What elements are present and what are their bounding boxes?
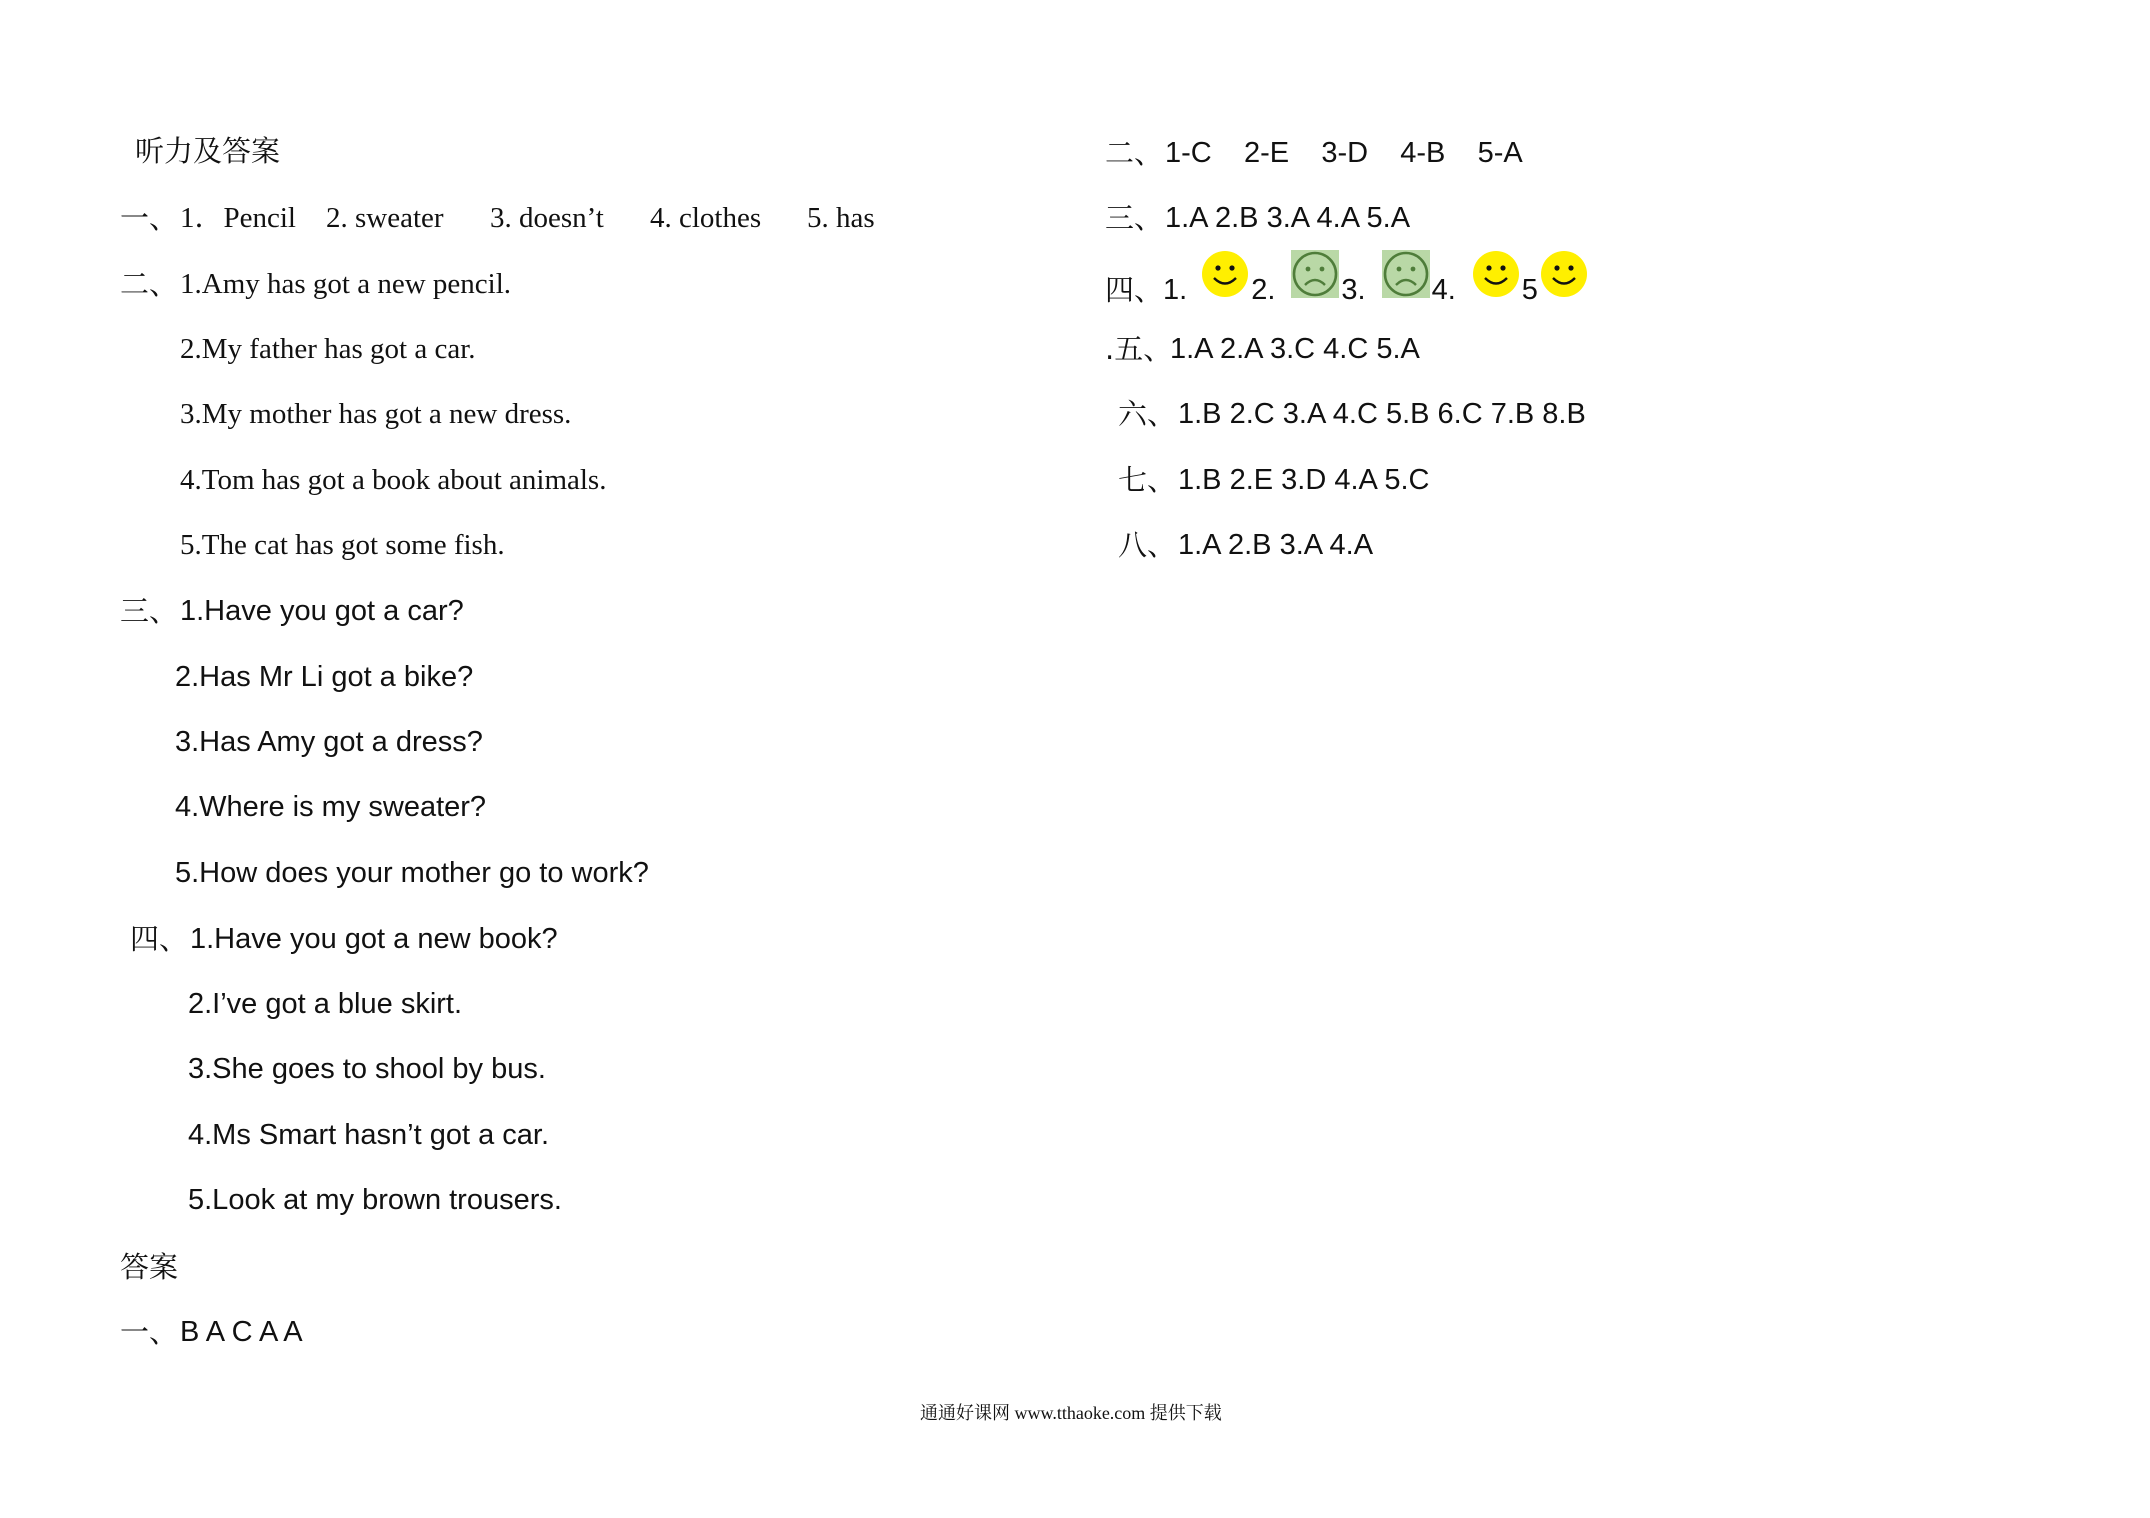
smile-icon — [1201, 250, 1249, 298]
smile-icon — [1540, 250, 1588, 298]
transcript-line: 1.Have you got a new book? — [190, 923, 558, 955]
answer-item: 5. has — [807, 202, 875, 234]
transcript-line: 5.How does your mother go to work? — [175, 857, 649, 889]
page-footer: 通通好课网 www.tthaoke.com 提供下载 — [920, 1403, 1222, 1423]
smile-icon — [1472, 250, 1520, 298]
answer-item: 1．Pencil — [180, 202, 296, 234]
section-prefix: 一、 — [120, 201, 179, 235]
transcript-line: 3.Has Amy got a dress? — [175, 726, 483, 758]
answer-text: 1.A 2.B 3.A 4.A 5.A — [1165, 202, 1411, 234]
section-prefix: 六、 — [1118, 397, 1177, 431]
answer-number: 5 — [1521, 274, 1538, 306]
transcript-line: 1.Amy has got a new pencil. — [180, 268, 512, 300]
section-prefix: 七、 — [1118, 463, 1177, 497]
transcript-line: 4.Where is my sweater? — [175, 791, 487, 823]
transcript-line: 5.The cat has got some fish. — [180, 529, 505, 561]
right-section-4 — [1105, 250, 1590, 310]
answer-number: 2. — [1251, 274, 1276, 306]
answer-text: 1-C 2-E 3-D 4-B 5-A — [1165, 137, 1523, 169]
answer-item: 2. sweater — [326, 202, 444, 234]
answer-number: 1. — [1163, 274, 1188, 306]
answer-text: B A C A A — [180, 1316, 303, 1348]
answer-item: 4. clothes — [650, 202, 762, 234]
transcript-line: 2.I’ve got a blue skirt. — [188, 988, 463, 1020]
transcript-line: 3.She goes to shool by bus. — [188, 1053, 546, 1085]
answer-text: 1.B 2.E 3.D 4.A 5.C — [1178, 464, 1430, 496]
section-prefix: 三、 — [120, 594, 179, 628]
transcript-line: 5.Look at my brown trousers. — [188, 1184, 562, 1216]
section-prefix: 二、 — [120, 267, 179, 301]
answer-text: 1.A 2.A 3.C 4.C 5.A — [1170, 333, 1420, 365]
transcript-line: 4.Tom has got a book about animals. — [180, 464, 607, 496]
transcript-line: 1.Have you got a car? — [180, 595, 464, 627]
section-prefix: 八、 — [1118, 528, 1177, 562]
transcript-line: 2.My father has got a car. — [180, 333, 476, 365]
transcript-line: 4.Ms Smart hasn’t got a car. — [188, 1119, 550, 1151]
section-prefix: 四、 — [130, 922, 189, 956]
section-prefix: 四、 — [1105, 273, 1164, 307]
transcript-line: 2.Has Mr Li got a bike? — [175, 661, 474, 693]
answers-heading: 答案 — [120, 1250, 179, 1284]
answer-number: 3. — [1341, 274, 1366, 306]
answer-number: 4. — [1431, 274, 1456, 306]
sad-icon — [1382, 250, 1430, 298]
answer-item: 3. doesn’t — [490, 202, 604, 234]
section-prefix: 三、 — [1105, 201, 1164, 235]
section-title: 听力及答案 — [135, 134, 281, 168]
answer-text: 1.A 2.B 3.A 4.A — [1178, 529, 1374, 561]
section-prefix: .五、 — [1105, 332, 1173, 366]
answer-text: 1.B 2.C 3.A 4.C 5.B 6.C 7.B 8.B — [1178, 398, 1586, 430]
section-prefix: 二、 — [1105, 136, 1164, 170]
section-prefix: 一、 — [120, 1315, 179, 1349]
transcript-line: 3.My mother has got a new dress. — [180, 398, 572, 430]
sad-icon — [1291, 250, 1339, 298]
